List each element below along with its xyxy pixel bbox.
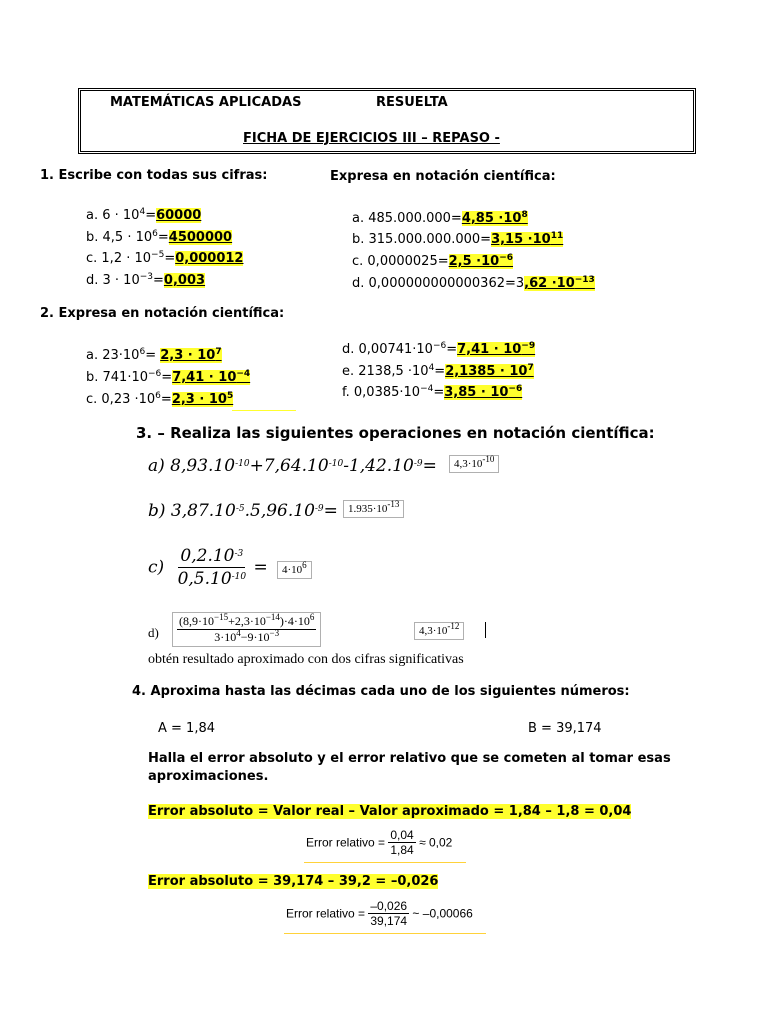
q1-title: 1. Escribe con todas sus cifras: bbox=[40, 168, 268, 183]
q3-a-expression: a) $8,93.10^{-10}+7,64.10^{-10}-1,42.10^{-9}=$ bbox=[148, 456, 437, 476]
q1-right-d: d. $0,000000000000362=3,62 \cdot 10^{-13}$ bbox=[352, 275, 595, 291]
q3-title: 3. – Realiza las siguientes operaciones en notación científica: bbox=[136, 424, 655, 442]
q4-value-a: A = 1,84 bbox=[158, 721, 215, 736]
q3-d-answer: $4,3\cdot 10^{-12}$ bbox=[414, 622, 464, 640]
q4-instruction-line1: Halla el error absoluto y el error relativo que se cometen al tomar esas bbox=[148, 751, 671, 766]
q1-right-c: c. $0,0000025=2,5 \cdot 10^{-6}$ bbox=[352, 253, 514, 269]
q1-left-d: d. $3 \cdot 10^{-3}=0,003$ bbox=[86, 272, 206, 288]
q2-a: a. $23\cdot 10^6= 2,3 \cdot 10^7$ bbox=[86, 347, 222, 363]
q4-instruction-line2: aproximaciones. bbox=[148, 769, 269, 784]
q4-error-absolute-a: Error absoluto = Valor real – Valor aproximado = 1,84 – 1,8 = 0,04 bbox=[148, 804, 632, 819]
q4-error-relative-b-underline bbox=[284, 933, 486, 934]
q2-f-answer: $3,85 \cdot 10^{-6}$ bbox=[444, 384, 523, 400]
q1-left-d-answer: 0,003 bbox=[163, 273, 206, 288]
q1-right-b: b. $315.000.000.000=3,15 \cdot 10^{11}$ bbox=[352, 231, 564, 247]
q3-c-answer: $4\cdot 10^6$ bbox=[277, 561, 312, 579]
q2-title: 2. Expresa en notación científica: bbox=[40, 306, 285, 321]
q3-note: obtén resultado aproximado con dos cifras significativas bbox=[148, 652, 464, 667]
q1-left-c: c. $1,2 \cdot 10^{-5}=0,000012$ bbox=[86, 250, 244, 266]
q2-a-answer: $2,3 \cdot 10^7$ bbox=[160, 347, 222, 363]
sheet-title: FICHA DE EJERCICIOS III – REPASO - bbox=[243, 131, 500, 146]
status-label: RESUELTA bbox=[376, 95, 448, 110]
q4-error-absolute-b: Error absoluto = 39,174 – 39,2 = –0,026 bbox=[148, 874, 439, 889]
q4-error-relative-a-underline bbox=[304, 862, 466, 863]
q4-value-b: B = 39,174 bbox=[528, 721, 602, 736]
q2-f: f. $0,0385\cdot 10^{-4}=3,85 \cdot 10^{-6}$ bbox=[342, 384, 523, 400]
q3-b-answer: $1.935\cdot 10^{-13}$ bbox=[343, 500, 404, 518]
q3-d-expression: $\frac{(8,9\cdot 10^{-15}+2,3\cdot 10^{-14})\cdot 4\cdot 10^6}{3\cdot 10^4-9\cdot 10^{-3}}$ bbox=[172, 612, 321, 647]
q4-error-relative-a: Error relativo = $\frac{0,04}{1,84}$ ≈ 0,02 bbox=[306, 828, 453, 857]
q4-error-relative-b: Error relativo = $\frac{-0,026}{39,174}$ ~ –0,00066 bbox=[286, 899, 473, 928]
q2-c-answer: $2,3 \cdot 10^5$ bbox=[171, 391, 234, 407]
q3-d-label: d) bbox=[148, 625, 159, 640]
q2-b-answer: $7,41 \cdot 10^{-4}$ bbox=[172, 369, 251, 385]
subject-title: MATEMÁTICAS APLICADAS bbox=[110, 95, 302, 110]
q1-right-title: Expresa en notación científica: bbox=[330, 169, 556, 184]
q2-e: e. $2138,5 \cdot 10^4=2,1385 \cdot 10^7$ bbox=[342, 363, 534, 379]
q2-c: c. $0,23 \cdot 10^6=2,3 \cdot 10^5$ bbox=[86, 391, 234, 407]
q1-right-a: a. $485.000.000=4,85 \cdot 10^8$ bbox=[352, 210, 528, 226]
q3-b-expression: b) $3,87.10^{-5}.5,96.10^{-9}=$ bbox=[148, 501, 338, 521]
q3-a-answer: $4,3\cdot 10^{-10}$ bbox=[449, 455, 499, 473]
q3-c-expression: c) $\frac{0,2.10^{-3}}{0,5.10^{-10}}$ = bbox=[148, 546, 268, 589]
q1-right-a-answer: $4,85 \cdot 10^8$ bbox=[461, 210, 528, 226]
q1-left-c-answer: 0,000012 bbox=[175, 251, 244, 266]
q2-c-underline bbox=[232, 410, 296, 411]
q1-right-d-answer: $,62 \cdot 10^{-13}$ bbox=[524, 275, 595, 291]
text-cursor bbox=[485, 622, 486, 638]
q2-d: d. $0,00741\cdot 10^{-6}=7,41 \cdot 10^{-9}$ bbox=[342, 341, 536, 357]
q1-left-a-answer: 60000 bbox=[156, 208, 202, 223]
q1-left-b: b. $4,5 \cdot 10^6=4500000$ bbox=[86, 229, 233, 245]
q4-title: 4. Aproxima hasta las décimas cada uno de los siguientes números: bbox=[132, 684, 630, 699]
q2-b: b. $741\cdot 10^{-6}=7,41 \cdot 10^{-4}$ bbox=[86, 369, 251, 385]
q1-right-b-answer: $3,15 \cdot 10^{11}$ bbox=[491, 231, 564, 247]
q2-e-answer: $2,1385 \cdot 10^7$ bbox=[445, 363, 534, 379]
q1-left-b-answer: 4500000 bbox=[168, 230, 233, 245]
q2-d-answer: $7,41 \cdot 10^{-9}$ bbox=[457, 341, 536, 357]
q1-left-a: a. $6 \cdot 10^4=60000$ bbox=[86, 207, 202, 223]
q1-right-c-answer: $2,5 \cdot 10^{-6}$ bbox=[448, 253, 514, 269]
